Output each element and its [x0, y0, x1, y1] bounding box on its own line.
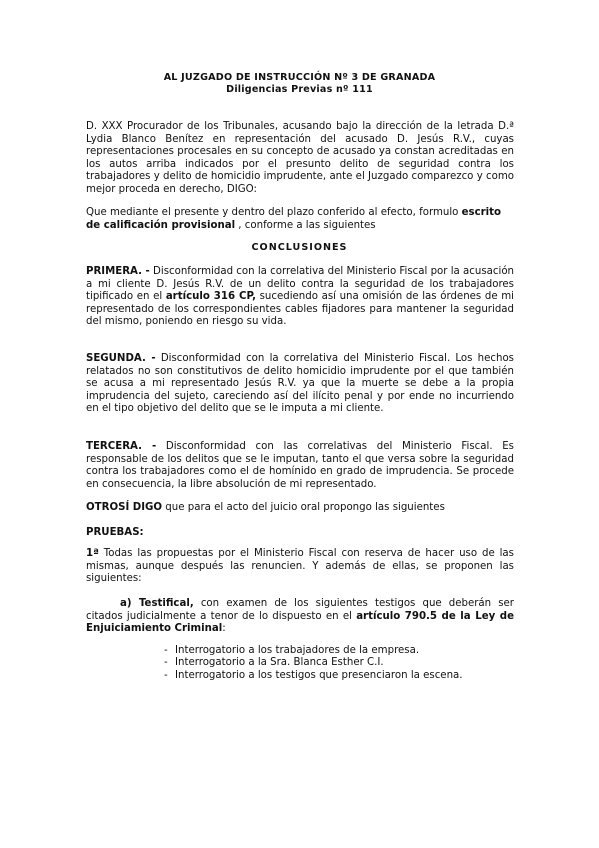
formula-paragraph [86, 207, 514, 232]
formula-text-start: Que mediante el presente y dentro del plazo conferido al efecto, formulo [86, 207, 462, 218]
list-item: - Interrogatorio a la Sra. Blanca Esther C.I. [164, 657, 384, 669]
bullet-dash: - [164, 669, 168, 681]
primera-text-2: sucediendo así una omisión de las órdenes de mi representado de los correspondientes cables fijadores para mantener la seguridad del mismo, poniendo en riesgo su vida. [86, 291, 514, 328]
testifical-label: a) Testifical, [120, 598, 194, 609]
intro-paragraph: D. XXX Procurador de los Tribunales, acusando bajo la dirección de la letrada D.ª Lydia Blanco Benítez en representación del acusado D. Jesús R.V., cuyas representaciones procesales en su concepto de acusado ya constan acreditadas en los autos arriba indicados por el presunto delito de seguridad contra los trabajadores y delito de homicidio imprudente, ante el Juzgado comparezco y como mejor proceda en derecho, DIGO: [86, 121, 514, 195]
interrogatorio-list [164, 645, 463, 682]
conclusiones-heading: CONCLUSIONES [251, 242, 348, 253]
testifical-article: artículo 790.5 de la Ley de Enjuiciamiento Criminal [86, 610, 515, 635]
testifical-paragraph [86, 598, 514, 636]
list-item: - Interrogatorio a los testigos que presenciaron la escena. [164, 669, 463, 681]
bullet-dash: - [164, 657, 168, 669]
otrosi-text: que para el acto del juicio oral propongo las siguientes [162, 502, 445, 513]
testifical-text-2: : [222, 623, 226, 635]
primera-text-1: Disconformidad con la correlativa del Ministerio Fiscal por la acusación a mi cliente D. Jesús R.V. de un delito contra la seguridad de los trabajadores tipificado en el [86, 266, 515, 303]
formula-text-end: , conforme a las siguientes [235, 219, 376, 231]
court-title: AL JUZGADO DE INSTRUCCIÓN Nº 3 DE GRANADA [163, 72, 436, 83]
segunda-paragraph [86, 353, 514, 416]
list-item: - Interrogatorio a los trabajadores de la empresa. [164, 645, 420, 656]
prueba-1-text: Todas las propuestas por el Ministerio Fiscal con reserva de hacer uso de las mismas, aunque después las renuncien. Y además de ellas, se proponen las siguientes: [86, 548, 514, 585]
testifical-text-1: con examen de los siguientes testigos que deberán ser citados judicialmente a tenor de lo dispuesto en el [86, 598, 515, 622]
proceedings-reference: Diligencias Previas nº 111 [226, 83, 373, 95]
primera-article: artículo 316 CP, [165, 291, 256, 303]
prueba-1-paragraph [86, 548, 514, 586]
prueba-1-number: 1ª [86, 548, 99, 559]
court-heading [0, 72, 599, 95]
primera-label: PRIMERA. - [86, 266, 150, 277]
segunda-text: Disconformidad con la correlativa del Ministerio Fiscal. Los hechos relatados no son constitutivos de delito homicidio imprudente por el que también se acusa a mi representado Jesús R.V. ya que la muerte se debe a la propia imprudencia del sujeto, careciendo así del ilícito penal y por ende no incurriendo en el tipo objetivo del delito que se le imputa a mi cliente. [86, 353, 514, 415]
tercera-label: TERCERA. - [86, 441, 157, 452]
segunda-label: SEGUNDA. - [86, 353, 156, 364]
bullet-dash: - [164, 645, 168, 656]
otrosi-paragraph [86, 502, 514, 515]
tercera-paragraph [86, 441, 514, 491]
formula-bold: escrito de calificación provisional [86, 207, 502, 231]
pruebas-heading: PRUEBAS: [86, 527, 144, 538]
primera-paragraph [86, 266, 514, 329]
otrosi-label: OTROSÍ DIGO [86, 502, 163, 513]
tercera-text: Disconformidad con las correlativas del Ministerio Fiscal. Es responsable de los delitos que se le imputan, tanto el que versa sobre la seguridad contra los trabajadores como el de homínido en grado de imprudencia. Se procede en consecuencia, la libre absolución de mi representado. [86, 441, 514, 490]
